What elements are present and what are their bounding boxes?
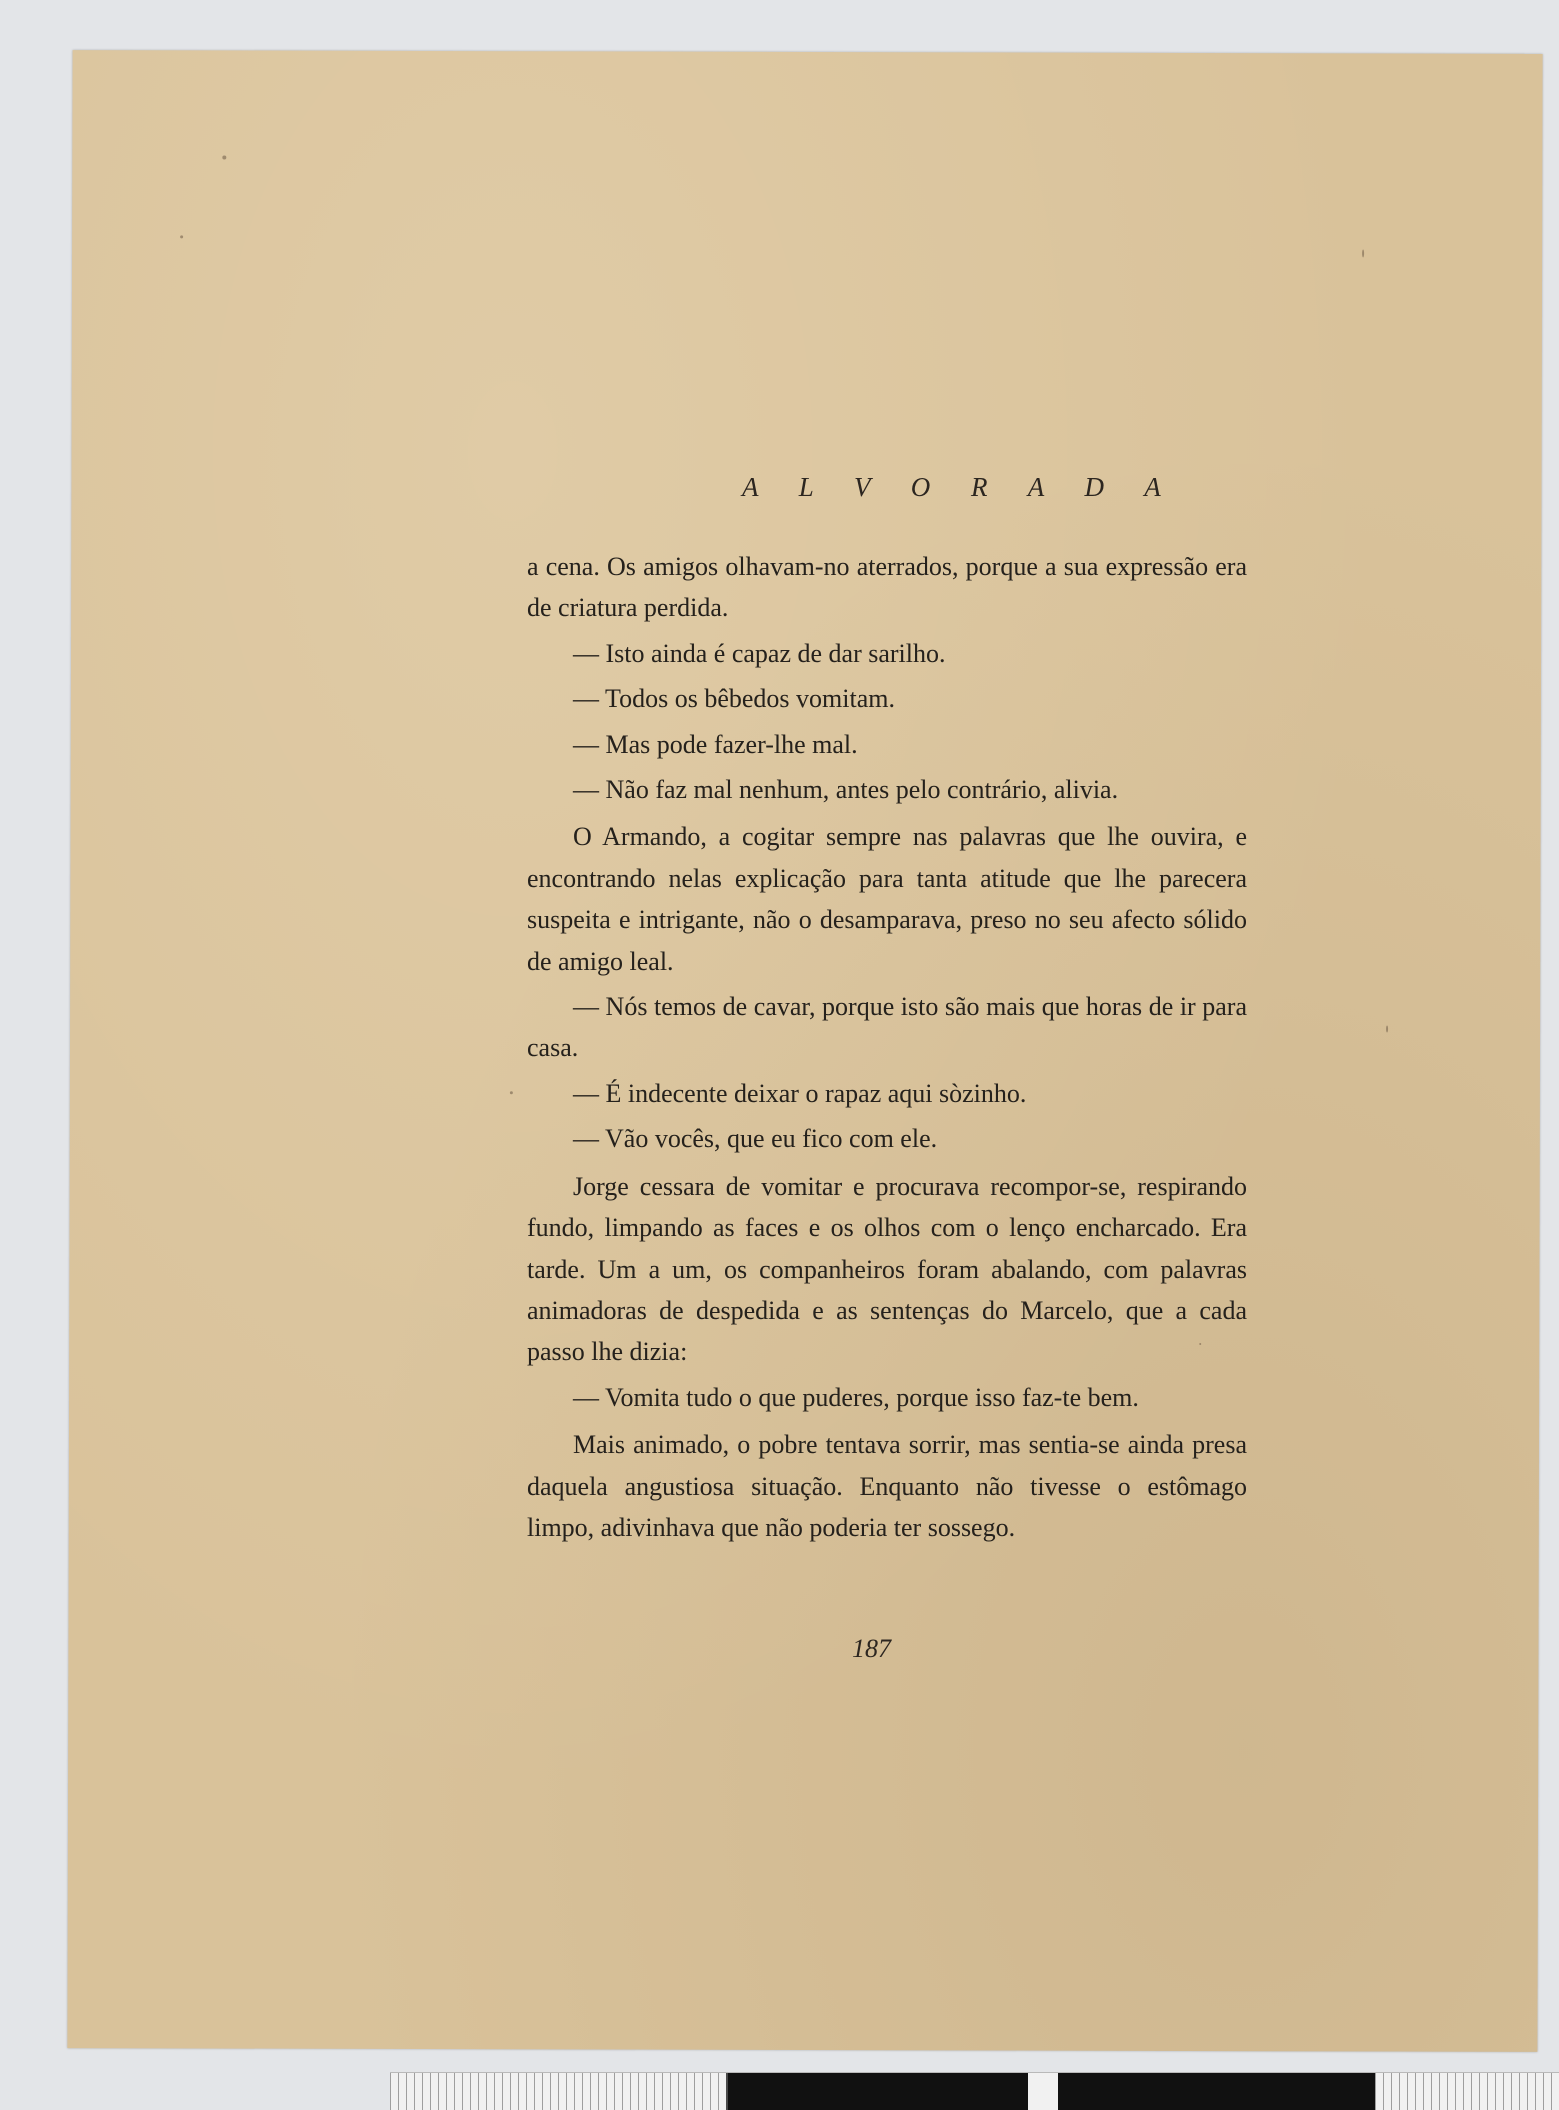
dialogue-line: — Mas pode fazer-lhe mal. bbox=[573, 729, 858, 759]
paragraph: Jorge cessara de vomitar e procurava recompor-se, respirando fundo, limpando as faces e os olhos com o lenço encharcado. Era tarde. Um a um, os companheiros foram abalando, com palavras animadoras de despedida e as sentenças do Marcelo, que a cada passo lhe dizia: bbox=[527, 1171, 1247, 1367]
dialogue-line: — Todos os bêbedos vomitam. bbox=[573, 684, 895, 714]
ruler-segment bbox=[728, 2073, 1028, 2110]
paper-speck bbox=[510, 1091, 513, 1094]
paper-speck bbox=[222, 155, 226, 159]
ruler-ticks bbox=[390, 2073, 730, 2110]
dialogue-line: — É indecente deixar o rapaz aqui sòzinho. bbox=[573, 1078, 1027, 1108]
ruler-segment bbox=[1058, 2073, 1375, 2110]
dialogue-line: — Não faz mal nenhum, antes pelo contrário, alivia. bbox=[573, 775, 1119, 805]
dialogue-line: — Vomita tudo o que puderes, porque isso faz-te bem. bbox=[573, 1382, 1139, 1412]
page-number: 187 bbox=[852, 1634, 891, 1663]
dialogue-line: — Vão vocês, que eu fico com ele. bbox=[573, 1124, 938, 1154]
paper-speck bbox=[1386, 1026, 1388, 1033]
running-head: A L V O R A D A bbox=[742, 472, 1178, 502]
scale-ruler bbox=[390, 2072, 1559, 2110]
paragraph: Mais animado, o pobre tentava sorrir, mas sentia-se ainda presa daquela angustiosa situação. Enquanto não tivesse o estômago limpo, adivinhava que não poderia ter sossego. bbox=[527, 1430, 1247, 1542]
paper-speck bbox=[1362, 249, 1364, 257]
paper-speck bbox=[180, 235, 183, 238]
dialogue-line: — Isto ainda é capaz de dar sarilho. bbox=[573, 638, 946, 668]
body-text bbox=[527, 546, 1247, 1548]
dialogue-line: — Nós temos de cavar, porque isto são mais que horas de ir para casa. bbox=[527, 992, 1247, 1063]
ruler-ticks bbox=[1375, 2073, 1559, 2110]
paragraph: O Armando, a cogitar sempre nas palavras que lhe ouvira, e encontrando nelas explicação para tanta atitude que lhe parecera suspeita e intrigante, não o desamparava, preso no seu afecto sólido de amigo leal. bbox=[527, 822, 1247, 976]
paragraph-continuation: a cena. Os amigos olhavam-no aterrados, porque a sua expressão era de criatura perdida. bbox=[527, 552, 1247, 623]
